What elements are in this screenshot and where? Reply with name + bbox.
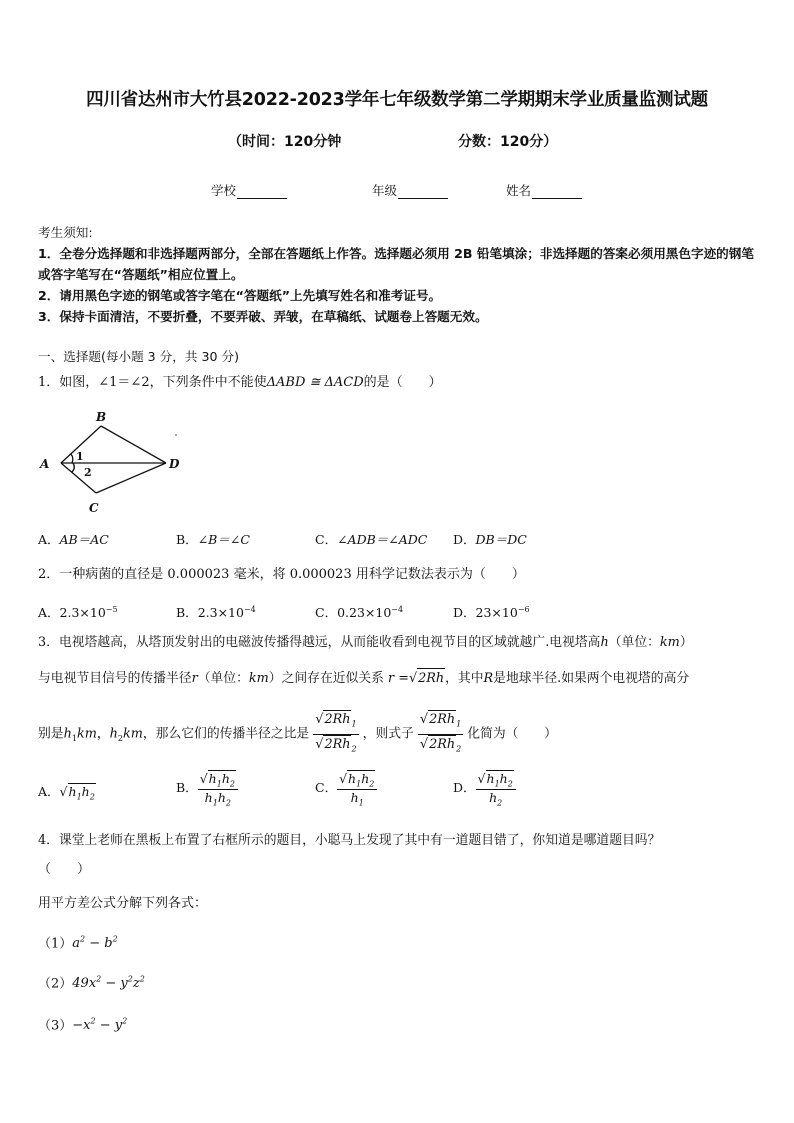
school-field [211, 181, 287, 199]
q2-option-c[interactable]: C．$0.23\times 10^{-4}$ [315, 604, 404, 620]
q3-option-b[interactable]: B． $\frac{√h_1h_2}{h_1h_2}$ [176, 770, 238, 807]
angle-arc-1 [71, 454, 73, 463]
school-label: 学校 [211, 183, 237, 198]
question-4-intro: 用平方差公式分解下列各式： [38, 896, 208, 911]
grade-field [372, 181, 448, 199]
q2-option-d[interactable]: D．$23\times 10^{-6}$ [453, 604, 530, 620]
question-3-line-1: 3．电视塔越高，从塔顶发射出的电磁波传播得越远，从而能收看到电视节目的区域就越广.电视塔高h（单位：km） [38, 635, 693, 650]
q3-option-c[interactable]: C． $\frac{√h_1h_2}{h_1}$ [315, 770, 377, 807]
stray-dot [175, 434, 177, 436]
question-2-stem: 2．一种病菌的直径是 0.000023 毫米，将 0.000023 用科学记数法表示为（ ） [38, 567, 525, 582]
note-item-3: 3．保持卡面清洁，不要折叠，不要弄破、弄皱，在草稿纸、试题卷上答题无效。 [38, 309, 488, 324]
q1-option-b[interactable]: B．∠B＝∠C [176, 532, 250, 547]
label-a: A [40, 457, 50, 471]
label-c: C [89, 501, 99, 515]
q3-option-a[interactable]: A．$√h_1h_2$ [38, 784, 95, 802]
question-4-item-2: $(2)49x^2 - y^2z^2$ [38, 975, 145, 992]
segment-bd [101, 426, 166, 463]
segment-cd [96, 463, 166, 493]
grade-blank [398, 186, 448, 199]
congruence-expr: ΔABD ≅ ΔACD [266, 375, 364, 390]
note-item-2: 2．请用黑色字迹的钢笔或答字笔在“答题纸”上先填写姓名和准考证号。 [38, 288, 442, 303]
name-field [506, 181, 582, 199]
notes-heading: 考生须知: [38, 225, 93, 240]
triangle-figure [36, 408, 196, 518]
q1-option-a[interactable]: A．AB＝AC [38, 532, 109, 547]
question-4-item-3: $(3)-x^2 - y^2$ [38, 1017, 128, 1034]
label-d: D [169, 457, 180, 471]
question-3-line-2: 与电视节目信号的传播半径r（单位：km）之间存在近似关系 r =√2Rh，其中R是地球半径.如果两个电视塔的高分 [38, 668, 689, 689]
exam-notes [38, 222, 760, 327]
exam-time: （时间：120分钟 [228, 134, 342, 150]
name-blank [532, 186, 582, 199]
angle-arc-2 [72, 463, 74, 472]
label-angle-1: 1 [76, 450, 84, 463]
question-4-paren: （ ） [38, 862, 91, 877]
school-blank [237, 186, 287, 199]
grade-label: 年级 [372, 183, 398, 198]
expression-ratio: $\frac{√2Rh_1}{√2Rh_2}$ [419, 712, 462, 754]
question-4-item-1: $(1)a^2 - b^2$ [38, 935, 118, 952]
name-label: 姓名 [506, 183, 532, 198]
q3-option-d[interactable]: D． $\frac{√h_1h_2}{h_2}$ [453, 770, 516, 807]
q2-option-a[interactable]: A．$2.3\times 10^{-5}$ [38, 604, 118, 620]
q2-option-b[interactable]: B．$2.3\times 10^{-4}$ [176, 604, 256, 620]
q1-option-c[interactable]: C．∠ADB＝∠ADC [315, 532, 428, 547]
radius-ratio: $\frac{√2Rh_1}{√2Rh_2}$ [315, 712, 357, 754]
section-title: 一、选择题(每小题 3 分，共 30 分) [38, 349, 240, 364]
question-1-stem: 1．如图，∠1＝∠2，下列条件中不能使ΔABD ≅ ΔACD的是（ ） [38, 375, 442, 390]
label-b: B [96, 410, 107, 424]
q1-option-d[interactable]: D．DB＝DC [453, 532, 527, 547]
question-3-line-3: 别是$h_1km$，$h_2km$，那么它们的传播半径之比是 $\frac{√2Rh_1}{√2Rh_2}$ ，则式子 $\frac{√2Rh_1}{√2Rh_2}$ 化简为（ ） [38, 710, 557, 758]
exam-score: 分数：120分） [458, 134, 558, 150]
label-angle-2: 2 [84, 466, 92, 479]
question-4-stem: 4．课堂上老师在黑板上布置了右框所示的题目，小聪马上发现了其中有一道题目错了，你知道是哪道题目吗？ [38, 833, 661, 848]
page-title: 四川省达州市大竹县2022-2023学年七年级数学第二学期期末学业质量监测试题 [86, 90, 708, 110]
note-item-1: 1．全卷分选择题和非选择题两部分，全部在答题纸上作答。选择题必须用 2B 铅笔填涂；非选择题的答案必须用黑色字迹的钢笔或答字笔写在“答题纸”相应位置上。 [38, 246, 754, 282]
